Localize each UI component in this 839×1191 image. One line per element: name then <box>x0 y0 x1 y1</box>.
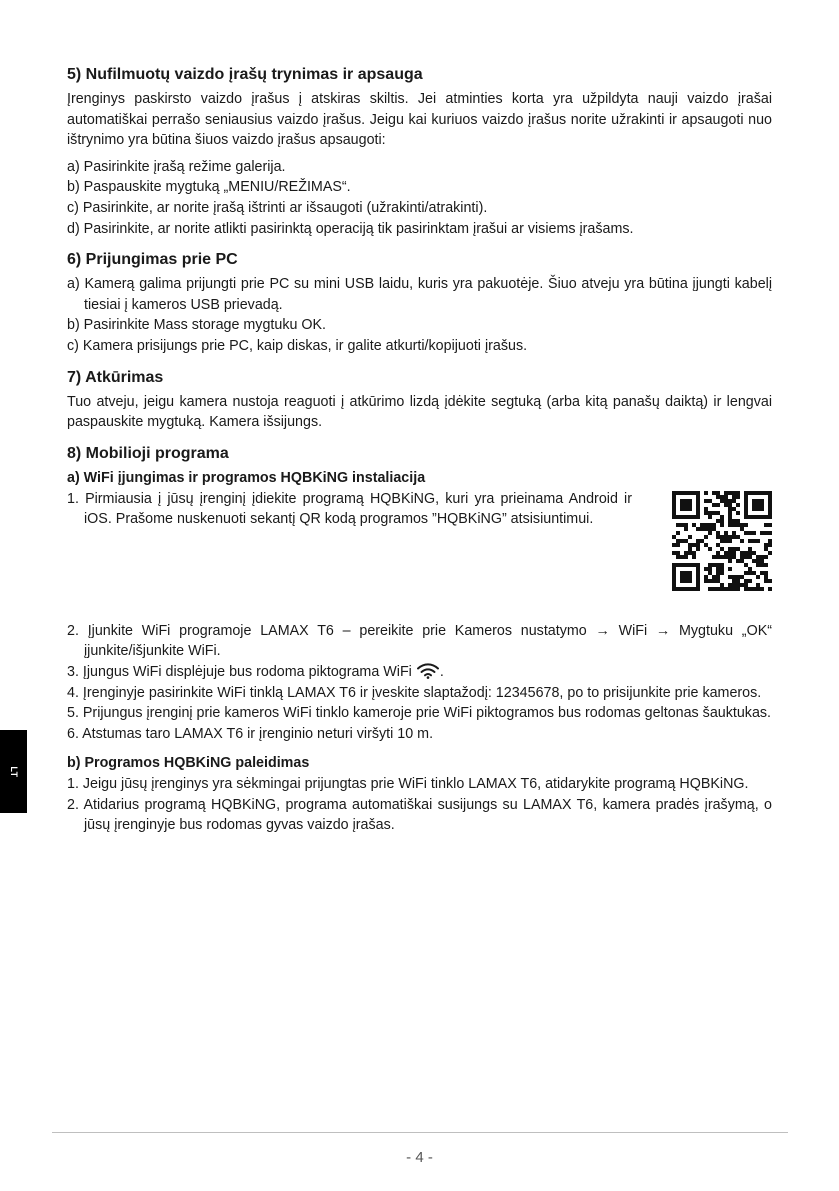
section-6-title: 6) Prijungimas prie PC <box>67 251 238 269</box>
wifi-icon <box>417 663 439 679</box>
list-item: c) Kamera prisijungs prie PC, kaip diskas, ir galite atkurti/kopijuoti įrašus. <box>67 337 528 354</box>
list-item: 1. Pirmiausia į jūsų įrenginį įdiekite programą HQBKiNG, kuri yra prieinama Android ir iOS. Prašome nuskenuoti sekantį QR kodą programos ”HQBKiNG” atsisiuntimui. <box>67 490 632 528</box>
section-8-title: 8) Mobilioji programa <box>67 444 229 462</box>
launch-steps-list <box>67 774 772 836</box>
page-content <box>67 64 772 846</box>
section-7-body: Tuo atveju, jeigu kamera nustoja reaguoti į atkūrimo lizdą įdėkite segtuką (arba kitą panašų daiktą) ir lengvai paspauskite mygtuką. Kamera išsijungs. <box>67 393 772 431</box>
language-tab-label: LT <box>8 765 19 778</box>
footer-divider <box>52 1132 788 1133</box>
list-item: 2. Įjunkite WiFi programoje LAMAX T6 – pereikite prie Kameros nustatymo → WiFi → Mygtuku „OK“ įjunkite/išjunkite WiFi. <box>67 622 772 660</box>
step-3-suffix: . <box>439 663 444 680</box>
install-step-block <box>67 489 772 591</box>
list-item: 4. Įrenginyje pasirinkite WiFi tinklą LAMAX T6 ir įveskite slaptažodį: 12345678, po to prisijunkite prie kameros. <box>67 684 762 701</box>
section-8b-subtitle: b) Programos HQBKiNG paleidimas <box>67 755 310 772</box>
list-item: d) Pasirinkite, ar norite atlikti pasirinktą operaciją tik pasirinktam įrašui ar visiems įrašams. <box>67 220 634 237</box>
install-step-list <box>67 489 672 530</box>
page-number: - 4 - <box>406 1149 433 1166</box>
list-item: 1. Jeigu jūsų įrenginys yra sėkmingai prijungtas prie WiFi tinklo LAMAX T6, atidarykite programą HQBKiNG. <box>67 776 749 793</box>
list-item: a) Pasirinkite įrašą režime galerija. <box>67 158 286 175</box>
section-7 <box>67 367 772 433</box>
list-item: b) Paspauskite mygtuką „MENIU/REŽIMAS“. <box>67 179 351 196</box>
list-item: a) Kamerą galima prijungti prie PC su mini USB laidu, kuris yra pakuotėje. Šiuo atveju yra būtina įjungti kabelį tiesiai į kameros USB prievadą. <box>67 276 772 313</box>
list-item: 6. Atstumas taro LAMAX T6 ir įrenginio neturi viršyti 10 m. <box>67 725 434 742</box>
step-3-text: 3. Įjungus WiFi displėjuje bus rodoma piktograma WiFi <box>67 663 412 680</box>
list-item: 5. Prijungus įrenginį prie kameros WiFi tinklo kameroje prie WiFi piktogramos bus rodomas geltonas šauktukas. <box>67 705 772 722</box>
qr-code-icon[interactable] <box>672 491 772 591</box>
section-5-title: 5) Nufilmuotų vaizdo įrašų trynimas ir apsauga <box>67 66 423 83</box>
list-item <box>67 662 772 683</box>
language-tab <box>0 730 27 813</box>
list-item: 2. Atidarius programą HQBKiNG, programa automatiškai susijungs su LAMAX T6, kamera pradės įrašymą, o jūsų įrenginyje bus rodomas gyvas vaizdo įrašas. <box>67 796 772 834</box>
section-8 <box>67 443 772 836</box>
section-5 <box>67 64 772 239</box>
section-6 <box>67 249 772 356</box>
section-8a-subtitle: a) WiFi įjungimas ir programos HQBKiNG instaliacija <box>67 469 426 486</box>
section-5-list <box>67 157 772 239</box>
list-item: b) Pasirinkite Mass storage mygtuku OK. <box>67 317 327 334</box>
list-item: c) Pasirinkite, ar norite įrašą ištrinti ar išsaugoti (užrakinti/atrakinti). <box>67 199 488 216</box>
section-5-body: Įrenginys paskirsto vaizdo įrašus į atskiras skiltis. Jei atminties korta yra užpildyta nauji vaizdo įrašai automatiškai perrašo seniausius vaizdo įrašus. Jeigu kai kuriuos vaizdo įrašus norite užrakinti ir apsaugoti nuo ištrynimo yra būtina šiuos vaizdo įrašus apsaugoti: <box>67 91 772 149</box>
section-7-title: 7) Atkūrimas <box>67 368 164 386</box>
section-6-list <box>67 274 772 356</box>
wifi-steps-list <box>67 621 772 745</box>
